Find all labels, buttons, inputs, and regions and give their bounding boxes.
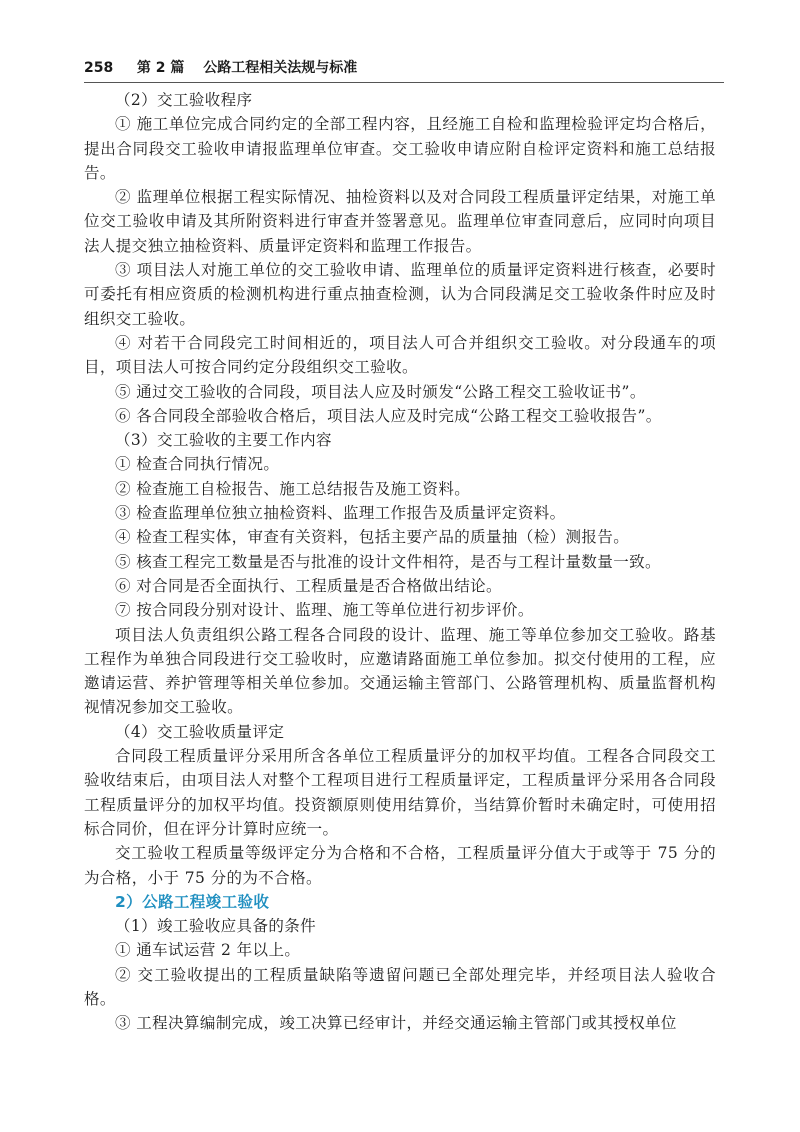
paragraph: 交工验收工程质量等级评定分为合格和不合格，工程质量评分值大于或等于 75 分的为合格，小于 75 分的为不合格。 — [84, 844, 716, 887]
sub-heading: （4）交工验收质量评定 — [115, 722, 285, 741]
section-heading: 2）公路工程竣工验收 — [115, 892, 270, 911]
paragraph: ① 施工单位完成合同约定的全部工程内容，且经施工自检和监理检验评定均合格后，提出合同段交工验收申请报监理单位审查。交工验收申请应附自检评定资料和施工总结报告。 — [84, 115, 716, 182]
page-number: 258 — [84, 60, 114, 76]
list-item: ① 检查合同执行情况。 — [115, 455, 280, 474]
paragraph: ③ 项目法人对施工单位的交工验收申请、监理单位的质量评定资料进行核查，必要时可委托有相应资质的检测机构进行重点抽查检测，认为合同段满足交工验收条件时应及时组织交工验收。 — [84, 261, 716, 328]
paragraph: ⑥ 各合同段全部验收合格后，项目法人应及时完成“公路工程交工验收报告”。 — [115, 406, 662, 425]
sub-heading: （3）交工验收的主要工作内容 — [115, 431, 332, 450]
list-item: ③ 工程决算编制完成，竣工决算已经审计，并经交通运输主管部门或其授权单位 — [115, 1014, 677, 1033]
list-item: ② 检查施工自检报告、施工总结报告及施工资料。 — [115, 479, 471, 498]
sub-heading: （2）交工验收程序 — [115, 91, 253, 109]
paragraph: ④ 对若干合同段完工时间相近的，项目法人可合并组织交工验收。对分段通车的项目，项目法人可按合同约定分段组织交工验收。 — [84, 333, 716, 377]
list-item: ④ 检查工程实体，审查有关资料，包括主要产品的质量抽（检）测报告。 — [115, 528, 630, 547]
list-item: ⑤ 核查工程完工数量是否与批准的设计文件相符，是否与工程计量数量一致。 — [115, 552, 661, 571]
list-item: ⑦ 按合同段分别对设计、监理、施工等单位进行初步评价。 — [115, 601, 534, 620]
list-item: ① 通车试运营 2 年以上。 — [115, 941, 301, 960]
running-header — [84, 57, 724, 83]
part-title: 公路工程相关法规与标准 — [203, 60, 358, 76]
list-item: ③ 检查监理单位独立抽检资料、监理工作报告及质量评定资料。 — [115, 504, 566, 523]
paragraph: 项目法人负责组织公路工程各合同段的设计、监理、施工等单位参加交工验收。路基工程作为单独合同段进行交工验收时，应邀请路面施工单位参加。拟交付使用的工程，应邀请运营、养护管理等相关单位参加。交通运输主管部门、公路管理机构、质量监督机构视情况参加交工验收。 — [84, 625, 716, 717]
header-rule — [84, 82, 724, 83]
list-item: ② 交工验收提出的工程质量缺陷等遗留问题已全部处理完毕，并经项目法人验收合格。 — [84, 965, 716, 1008]
list-item: ⑥ 对合同是否全面执行、工程质量是否合格做出结论。 — [115, 576, 502, 595]
paragraph: 合同段工程质量评分采用所含各单位工程质量评分的加权平均值。工程各合同段交工验收结束后，由项目法人对整个工程项目进行工程质量评定，工程质量评分采用各合同段工程质量评分的加权平均值。投资额原则使用结算价，当结算价暂时未确定时，可使用招标合同价，但在评分计算时应统一。 — [84, 747, 716, 838]
sub-heading: （1）竣工验收应具备的条件 — [115, 917, 317, 936]
body-text — [84, 88, 716, 1036]
paragraph: ② 监理单位根据工程实际情况、抽检资料以及对合同段工程质量评定结果，对施工单位交工验收申请及其所附资料进行审查并签署意见。监理单位审查同意后，应同时向项目法人提交独立抽检资料、质量评定资料和监理工作报告。 — [84, 188, 716, 255]
part-label: 第 2 篇 — [136, 60, 185, 76]
paragraph: ⑤ 通过交工验收的合同段，项目法人应及时颁发“公路工程交工验收证书”。 — [115, 382, 646, 401]
